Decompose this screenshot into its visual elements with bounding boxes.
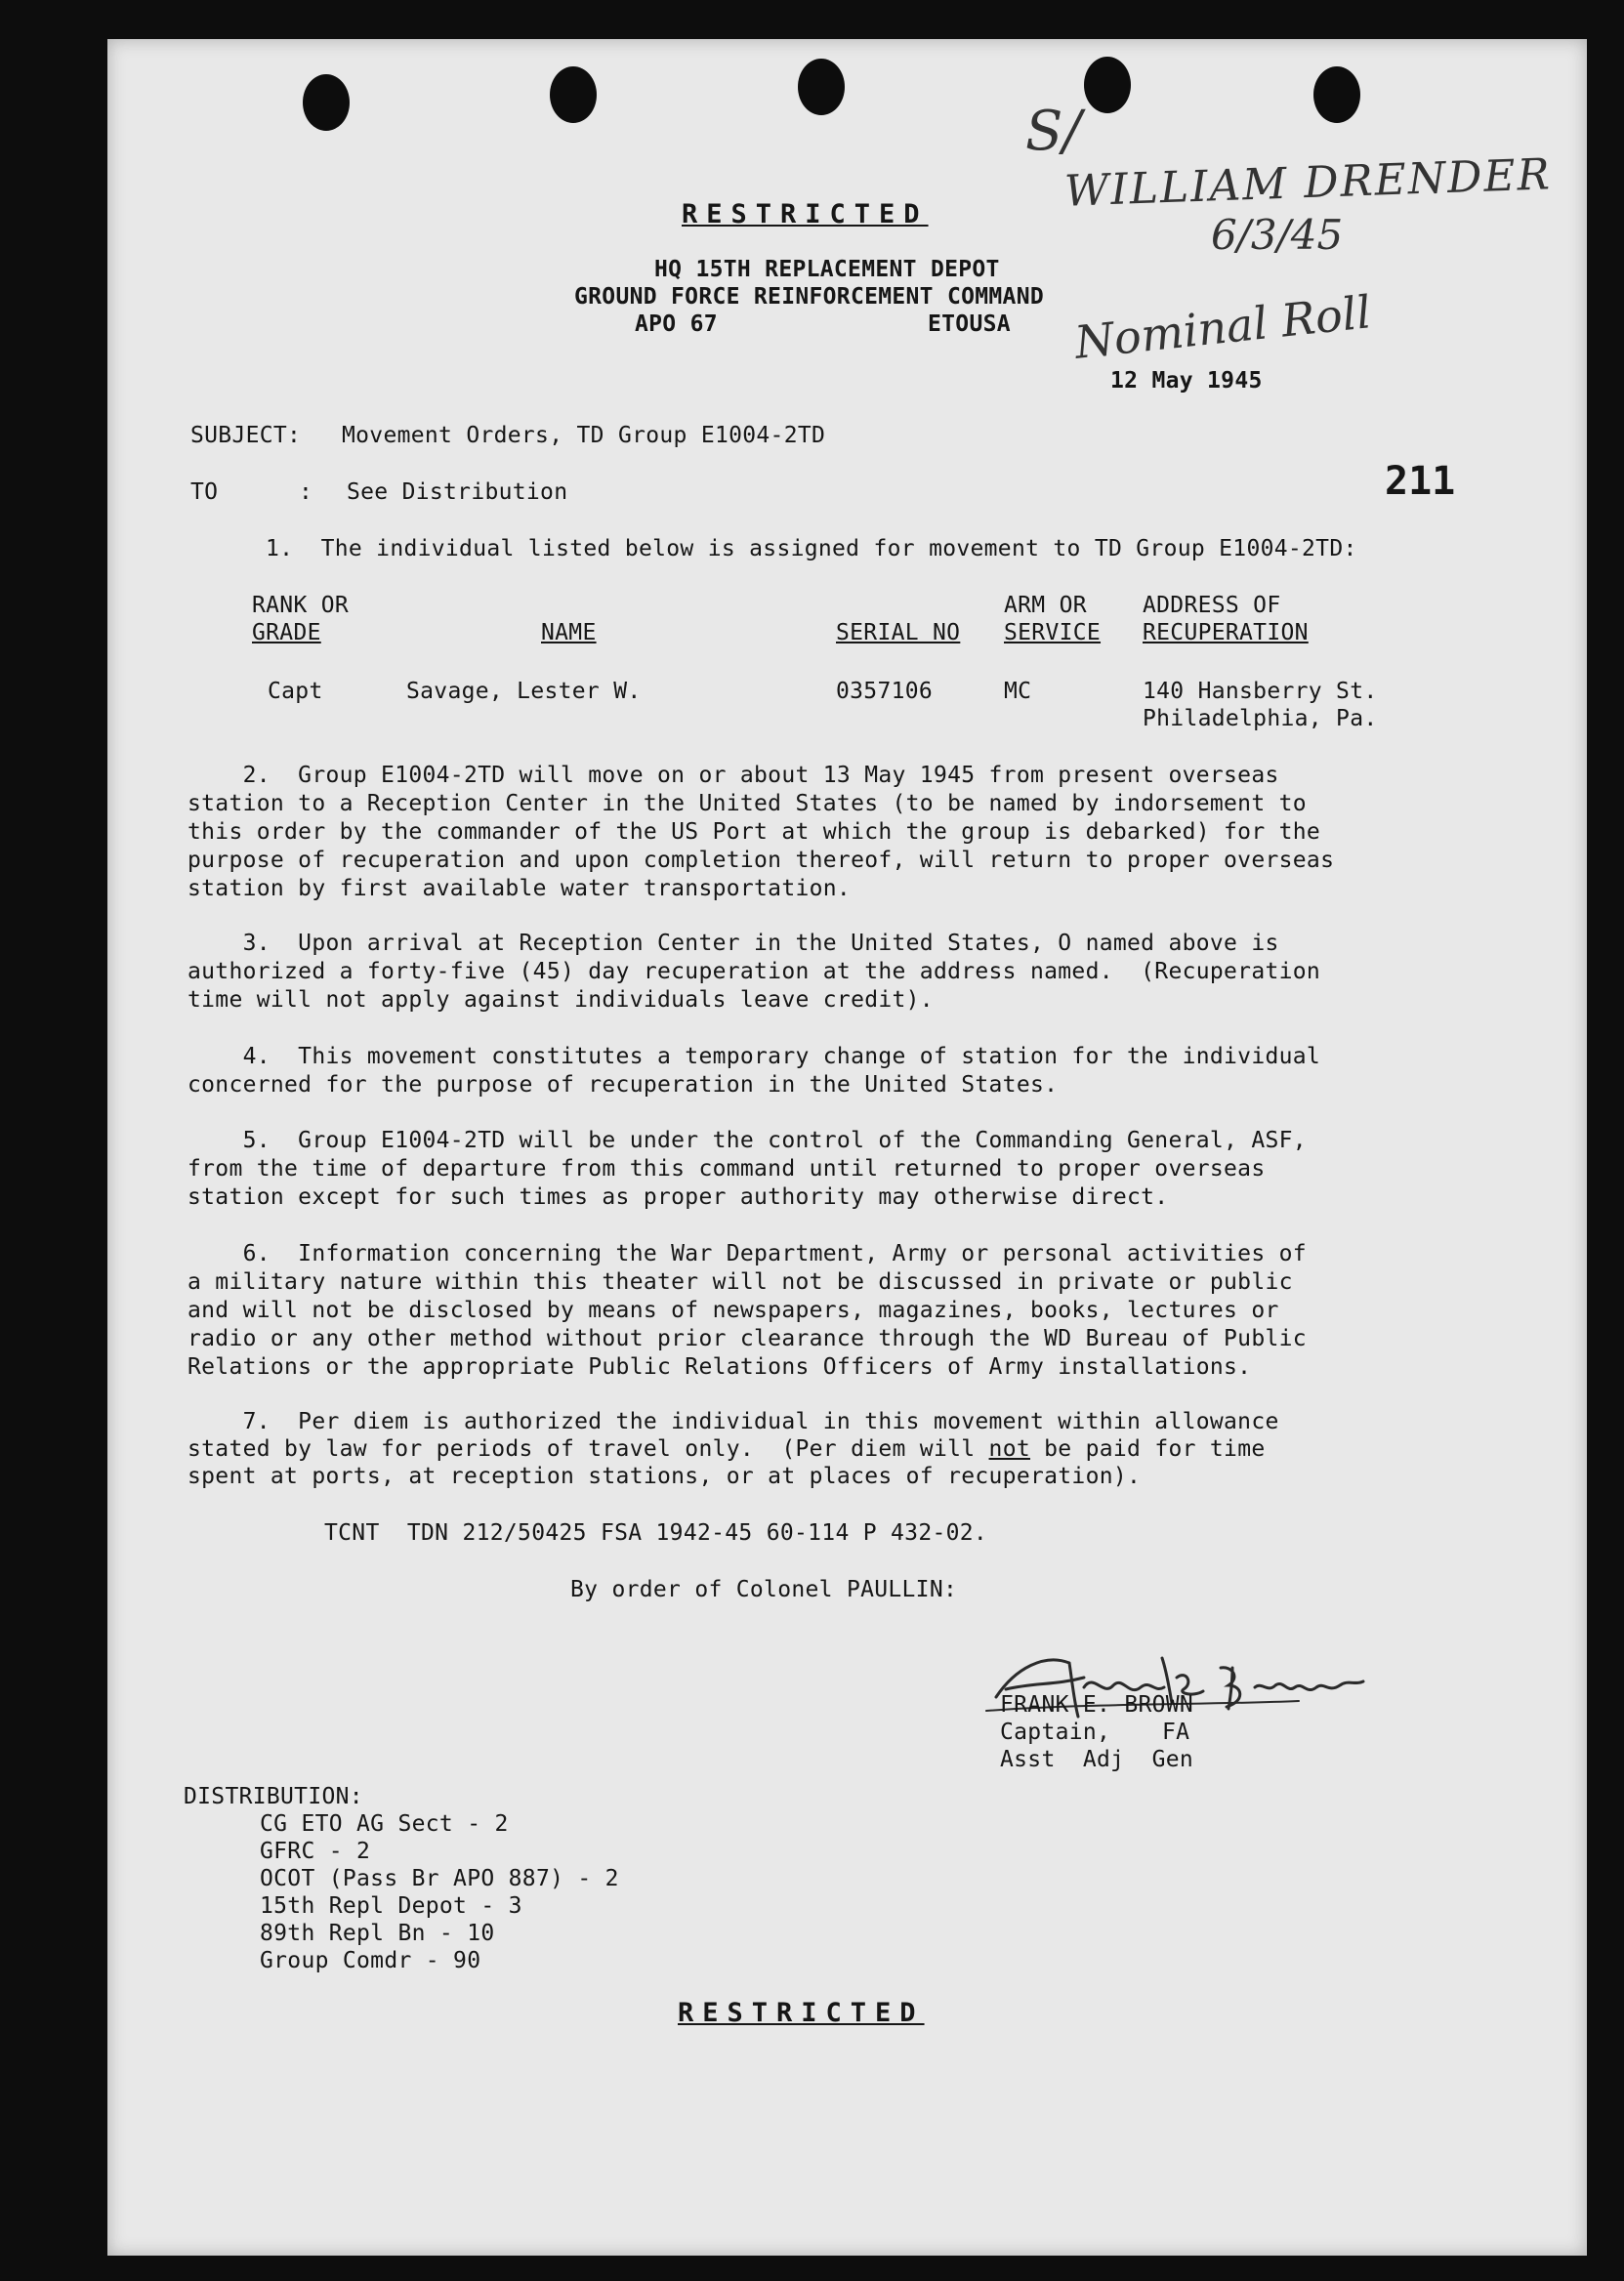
col-header-arm-1: ARM OR xyxy=(1004,593,1087,618)
distribution-label: DISTRIBUTION: xyxy=(184,1784,363,1809)
handwritten-s-mark: S/ xyxy=(1025,100,1082,163)
paragraph-1: 1. The individual listed below is assigned for movement to TD Group E1004-2TD: xyxy=(266,536,1357,561)
row-address-2: Philadelphia, Pa. xyxy=(1143,706,1378,731)
col-header-rank-2: GRADE xyxy=(252,620,321,645)
paragraph-7-line-2: stated by law for periods of travel only. (Per diem will not be paid for time xyxy=(187,1436,1266,1462)
tcnt-line: TCNT TDN 212/50425 FSA 1942-45 60-114 P 432-02. xyxy=(324,1520,988,1546)
handwritten-date: 6/3/45 xyxy=(1211,211,1344,259)
header-apo: APO 67 xyxy=(635,311,718,337)
subject-label: SUBJECT: xyxy=(190,423,302,448)
col-header-rank-1: RANK OR xyxy=(252,593,350,618)
classification-footer: RESTRICTED xyxy=(678,1998,925,2028)
paragraph-5: 5. Group E1004-2TD will be under the control of the Commanding General, ASF, from the time of departure from this command until returned to proper overseas station except for such times as proper authority may otherwise direct. xyxy=(187,1128,1307,1210)
paragraph-2: 2. Group E1004-2TD will move on or about 13 May 1945 from present overseas station to a Reception Center in the United States (to be named by indorsement to this order by the commander of the US Port at which the group is debarked) for the purpose of recuperation and upon completion thereof, will return to proper overseas station by first available water transportation. xyxy=(187,763,1335,901)
distribution-item: CG ETO AG Sect - 2 xyxy=(260,1811,509,1837)
paragraph-7-line-3: spent at ports, at reception stations, or at places of recuperation). xyxy=(187,1464,1142,1489)
row-arm: MC xyxy=(1004,679,1032,704)
to-label: TO xyxy=(190,479,219,505)
paragraph-6: 6. Information concerning the War Department, Army or personal activities of a military nature within this theater will not be discussed in private or public and will not be disclosed by means of newspapers, magazines, books, lectures or radio or any other method without prior clearance through the WD Bureau of Public Relations or the appropriate Public Relations Officers of Army installations. xyxy=(187,1241,1307,1380)
classification-header: RESTRICTED xyxy=(682,199,929,229)
punch-hole xyxy=(798,59,845,115)
by-order-line: By order of Colonel PAULLIN: xyxy=(570,1577,958,1602)
distribution-item: Group Comdr - 90 xyxy=(260,1948,481,1973)
handwritten-note: Nominal Roll xyxy=(1072,285,1374,369)
header-theater: ETOUSA xyxy=(928,311,1011,337)
col-header-arm-2: SERVICE xyxy=(1004,620,1102,645)
signer-title: Asst Adj Gen xyxy=(1000,1747,1194,1772)
punch-hole xyxy=(303,74,350,131)
row-serial: 0357106 xyxy=(836,679,934,704)
paragraph-7-line-1: 7. Per diem is authorized the individual in this movement within allowance xyxy=(187,1409,1279,1434)
handwritten-name: WILLIAM DRENDER xyxy=(1063,149,1553,217)
signer-branch: FA xyxy=(1162,1720,1190,1745)
paragraph-4: 4. This movement constitutes a temporary change of station for the individual concerned for the purpose of recuperation in the United States. xyxy=(187,1044,1321,1098)
distribution-item: 15th Repl Depot - 3 xyxy=(260,1893,522,1919)
row-name: Savage, Lester W. xyxy=(406,679,642,704)
header-date: 12 May 1945 xyxy=(1110,368,1263,394)
signer-rank: Captain, xyxy=(1000,1720,1111,1745)
header-line-2: GROUND FORCE REINFORCEMENT COMMAND xyxy=(574,284,1045,310)
col-header-name: NAME xyxy=(541,620,597,645)
col-header-address-1: ADDRESS OF xyxy=(1143,593,1281,618)
paragraph-3: 3. Upon arrival at Reception Center in the United States, O named above is authorized a forty-five (45) day recuperation at the address named. (Recuperation time will not apply against individuals leave credit). xyxy=(187,931,1321,1013)
distribution-item: GFRC - 2 xyxy=(260,1839,371,1864)
to-text: See Distribution xyxy=(347,479,568,505)
distribution-item: OCOT (Pass Br APO 887) - 2 xyxy=(260,1866,619,1891)
to-colon: : xyxy=(299,479,313,505)
signer-name: FRANK E. BROWN xyxy=(1000,1692,1194,1718)
punch-hole xyxy=(550,66,597,123)
col-header-serial: SERIAL NO xyxy=(836,620,961,645)
order-number: 211 xyxy=(1385,459,1456,504)
header-line-1: HQ 15TH REPLACEMENT DEPOT xyxy=(654,257,1000,282)
row-address-1: 140 Hansberry St. xyxy=(1143,679,1378,704)
punch-hole xyxy=(1084,57,1131,113)
distribution-item: 89th Repl Bn - 10 xyxy=(260,1921,495,1946)
document-page xyxy=(107,39,1587,2256)
col-header-address-2: RECUPERATION xyxy=(1143,620,1309,645)
subject-text: Movement Orders, TD Group E1004-2TD xyxy=(342,423,826,448)
punch-hole xyxy=(1313,66,1360,123)
row-rank: Capt xyxy=(268,679,323,704)
